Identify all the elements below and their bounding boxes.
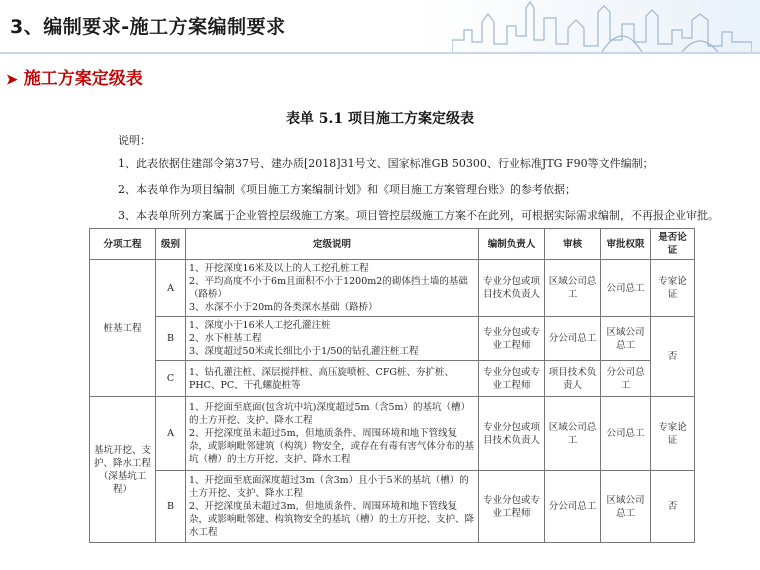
level-cell: A [156, 397, 186, 471]
author-cell: 专业分包或专业工程师 [479, 471, 545, 543]
note-line-2: 2、本表单作为项目编制《项目施工方案编制计划》和《项目施工方案管理台账》的参考依据； [118, 183, 576, 196]
section-heading [6, 64, 143, 89]
item-name-cell: 桩基工程 [90, 260, 156, 397]
description-line: 1、深度小于16米人工挖孔灌注桩 [189, 320, 331, 331]
proof-cell: 专家论证 [651, 397, 695, 471]
slide-header [0, 0, 760, 52]
reviewer-cell: 分公司总工 [545, 471, 601, 543]
reviewer-cell: 区域公司总工 [545, 397, 601, 471]
description-cell [186, 361, 479, 397]
col-header-description: 定级说明 [186, 229, 479, 260]
author-cell: 专业分包或专业工程师 [479, 361, 545, 397]
approver-cell: 区域公司总工 [601, 471, 651, 543]
approver-cell: 分公司总工 [601, 361, 651, 397]
table-row [90, 260, 695, 317]
table-header-row [90, 229, 695, 260]
city-skyline-decoration [452, 0, 752, 52]
col-header-proof: 是否论证 [651, 229, 695, 260]
reviewer-cell: 区域公司总工 [545, 260, 601, 317]
col-header-author: 编制负责人 [479, 229, 545, 260]
author-cell: 专业分包或专业工程师 [479, 317, 545, 361]
description-line: 1、开挖深度16米及以上的人工挖孔桩工程 [189, 263, 369, 274]
table-row [90, 361, 695, 397]
section-title: 施工方案定级表 [23, 69, 143, 89]
reviewer-cell: 分公司总工 [545, 317, 601, 361]
description-line: 1、开挖面至底面深度超过3m（含3m）且小于5米的基坑（槽）的土方开挖、支护、降水工程 [189, 475, 469, 499]
note-heading: 说明： [118, 134, 151, 147]
description-cell [186, 317, 479, 361]
level-cell: C [156, 361, 186, 397]
approver-cell: 公司总工 [601, 397, 651, 471]
proof-cell: 否 [651, 317, 695, 397]
description-cell [186, 260, 479, 317]
slide-title: 3、编制要求-施工方案编制要求 [10, 16, 286, 38]
description-line: 2、开挖深度虽未超过5m，但地质条件、周围环境和地下管线复杂，或影响毗邻建筑（构筑）物安全，或存在有毒有害气体分布的基坑（槽）的土方开挖、支护、降水工程 [189, 428, 475, 465]
level-cell: B [156, 317, 186, 361]
col-header-level: 级别 [156, 229, 186, 260]
author-cell: 专业分包或项目技术负责人 [479, 260, 545, 317]
arrow-bullet-icon: ➤ [6, 72, 18, 88]
description-line: 2、水下桩基工程 [189, 333, 262, 344]
description-cell [186, 471, 479, 543]
description-line: 3、深度超过50米或长细比小于1/50的钻孔灌注桩工程 [189, 346, 419, 357]
note-line-3: 3、本表单所列方案属于企业管控层级施工方案。项目管控层级施工方案不在此列，可根据实际需求编制，不再报企业审批。 [118, 209, 719, 222]
col-header-reviewer: 审核 [545, 229, 601, 260]
grading-table [89, 228, 695, 543]
proof-cell: 专家论证 [651, 260, 695, 317]
approver-cell: 公司总工 [601, 260, 651, 317]
level-cell: B [156, 471, 186, 543]
col-header-approver: 审批权限 [601, 229, 651, 260]
description-line: 1、开挖面至底面(包含坑中坑)深度超过5m（含5m）的基坑（槽）的土方开挖、支护、降水工程 [189, 402, 471, 426]
header-divider [0, 52, 760, 54]
level-cell: A [156, 260, 186, 317]
approver-cell: 区域公司总工 [601, 317, 651, 361]
table-caption: 表单 5.1 项目施工方案定级表 [285, 111, 475, 127]
reviewer-cell: 项目技术负责人 [545, 361, 601, 397]
table-row [90, 471, 695, 543]
proof-cell: 否 [651, 471, 695, 543]
note-line-1: 1、此表依据住建部令第37号、建办质[2018]31号文、国家标准GB 50300、行业标准JTG F90等文件编制； [118, 157, 654, 170]
description-cell [186, 397, 479, 471]
col-header-item: 分项工程 [90, 229, 156, 260]
table-row [90, 317, 695, 361]
description-line: 3、水深不小于20m的各类深水基础（路桥） [189, 302, 378, 313]
description-line: 2、开挖深度虽未超过3m，但地质条件、周围环境和地下管线复杂，或影响毗邻建、构筑物安全的基坑（槽）的土方开挖、支护、降水工程 [189, 501, 475, 538]
item-name-cell: 基坑开挖、支护、降水工程（深基坑工程） [90, 397, 156, 543]
author-cell: 专业分包或项目技术负责人 [479, 397, 545, 471]
description-line: 2、平均高度不小于6m且面积不小于1200m2的砌体挡土墙的基础（路桥） [189, 276, 468, 300]
table-row [90, 397, 695, 471]
description-line: 1、钻孔灌注桩、深层搅拌桩、高压旋喷桩、CFG桩、夯扩桩、PHC、PC、干孔螺旋桩等 [189, 366, 454, 391]
